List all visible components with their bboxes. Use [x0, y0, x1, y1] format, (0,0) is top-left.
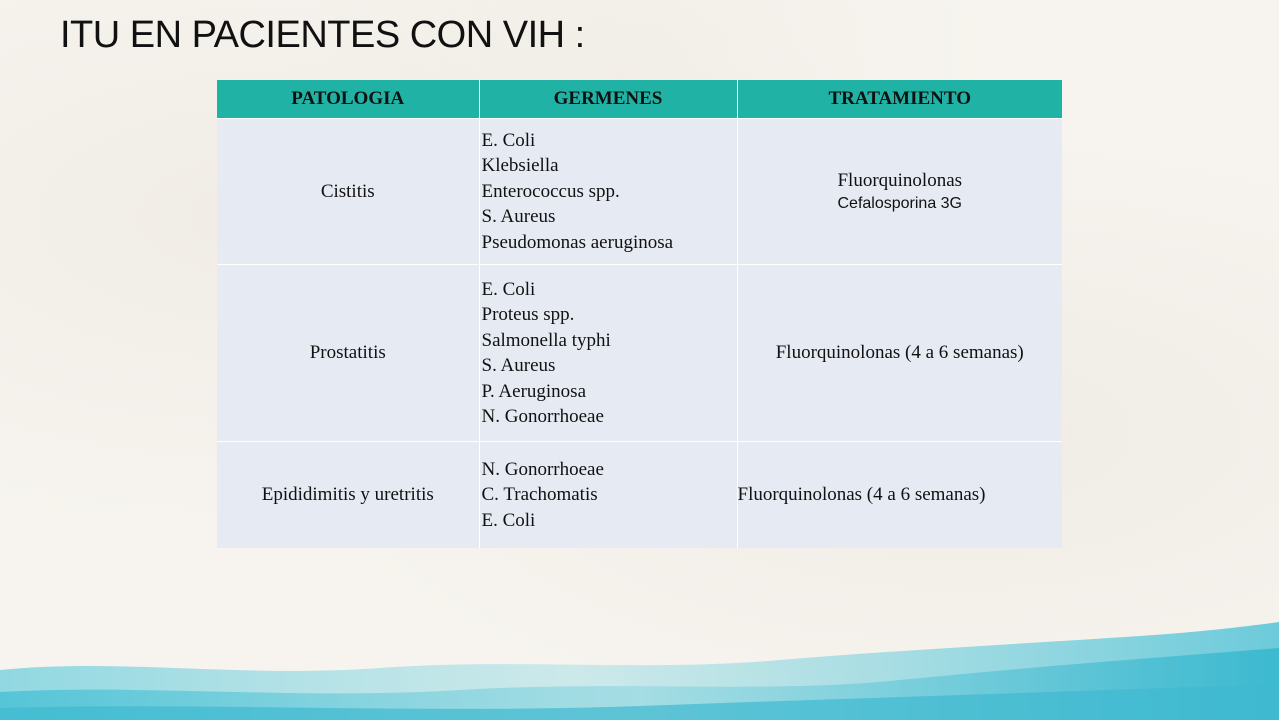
tratamiento-cell [737, 442, 1062, 549]
germen-item: P. Aeruginosa [481, 380, 586, 402]
germen-item: S. Aureus [481, 206, 556, 228]
tratamiento-text: Fluorquinolonas (4 a 6 semanas) [737, 484, 986, 506]
germen-item: E. Coli [481, 278, 536, 300]
header-germenes: GERMENES [479, 80, 737, 119]
tratamiento-subtext: Cefalosporina 3G [837, 195, 962, 213]
germen-item: E. Coli [481, 509, 536, 531]
germenes-cell [479, 265, 737, 442]
tratamiento-text: Fluorquinolonas (4 a 6 semanas) [775, 342, 1024, 364]
germenes-cell [479, 119, 737, 265]
germen-item: Pseudomonas aeruginosa [481, 231, 674, 253]
tratamiento-cell [737, 119, 1062, 265]
germen-item: N. Gonorrhoeae [481, 458, 604, 480]
germen-item: C. Trachomatis [481, 484, 598, 506]
germenes-cell [479, 442, 737, 549]
germen-item: Salmonella typhi [481, 329, 611, 351]
patologia-cell: Cistitis [217, 119, 479, 265]
germen-item: S. Aureus [481, 355, 556, 376]
germen-item: N. Gonorrhoeae [481, 406, 604, 427]
germen-item: E. Coli [481, 129, 536, 151]
table-header-row [217, 80, 1062, 119]
table-row [217, 119, 1062, 265]
header-tratamiento: TRATAMIENTO [737, 80, 1062, 119]
itu-table [217, 80, 1062, 548]
table-row [217, 442, 1062, 549]
header-patologia: PATOLOGIA [217, 80, 479, 119]
germen-item: Klebsiella [481, 155, 559, 177]
patologia-cell: Epididimitis y uretritis [217, 442, 479, 549]
tratamiento-text: Fluorquinolonas [837, 169, 963, 191]
tratamiento-cell [737, 265, 1062, 442]
germen-item: Proteus spp. [481, 304, 575, 325]
watercolor-wave-decoration [0, 600, 1279, 720]
germen-item: Enterococcus spp. [481, 180, 620, 202]
slide-title: ITU EN PACIENTES CON VIH : [60, 14, 585, 56]
table-row [217, 265, 1062, 442]
patologia-cell: Prostatitis [217, 265, 479, 442]
